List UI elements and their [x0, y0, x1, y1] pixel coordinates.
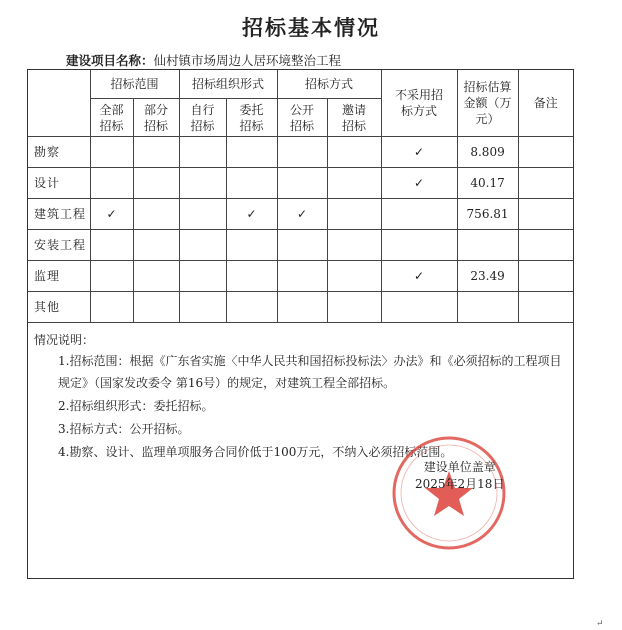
estimate-amount: 756.81	[457, 199, 518, 230]
empty-cell	[327, 168, 381, 199]
empty-cell	[327, 230, 381, 261]
empty-cell	[226, 230, 277, 261]
note-item: 3.招标方式：公开招标。	[58, 422, 190, 436]
corner-cell	[28, 70, 90, 137]
project-label: 建设项目名称：	[66, 53, 154, 68]
empty-cell	[327, 137, 381, 168]
table-row	[28, 199, 573, 230]
row-name: 其他	[28, 292, 90, 323]
check-mark: ✓	[277, 199, 327, 230]
remark-cell	[518, 199, 573, 230]
check-mark: ✓	[381, 168, 457, 199]
empty-cell	[179, 199, 226, 230]
table-row	[28, 137, 573, 168]
note-item: 4.勘察、设计、监理单项服务合同价低于100万元，不纳入必须招标范围。	[58, 445, 453, 459]
empty-cell	[90, 137, 133, 168]
empty-cell	[179, 292, 226, 323]
empty-cell	[327, 292, 381, 323]
full-header: 全部招标	[90, 99, 133, 137]
empty-cell	[277, 168, 327, 199]
empty-cell	[133, 168, 179, 199]
row-name: 安装工程	[28, 230, 90, 261]
empty-cell	[133, 292, 179, 323]
paragraph-mark: ↵	[596, 619, 604, 629]
empty-cell	[277, 261, 327, 292]
empty-cell	[226, 292, 277, 323]
project-name: 仙村镇市场周边人居环境整治工程	[153, 53, 342, 68]
check-mark: ✓	[90, 199, 133, 230]
empty-cell	[381, 292, 457, 323]
tender-table	[28, 70, 573, 323]
estimate-amount	[457, 230, 518, 261]
estimate-header: 招标估算金额（万元）	[457, 70, 518, 137]
estimate-amount: 8.809	[457, 137, 518, 168]
empty-cell	[277, 137, 327, 168]
remark-cell	[518, 230, 573, 261]
empty-cell	[133, 199, 179, 230]
remark-cell	[518, 168, 573, 199]
row-name: 设计	[28, 168, 90, 199]
not-adopted-header: 不采用招标方式	[381, 70, 457, 137]
empty-cell	[226, 137, 277, 168]
official-seal-icon	[389, 433, 509, 553]
empty-cell	[179, 261, 226, 292]
empty-cell	[327, 199, 381, 230]
remark-cell	[518, 261, 573, 292]
estimate-amount	[457, 292, 518, 323]
empty-cell	[90, 168, 133, 199]
row-name: 建筑工程	[28, 199, 90, 230]
table-row	[28, 168, 573, 199]
method-header: 招标方式	[277, 70, 381, 99]
self-header: 自行招标	[179, 99, 226, 137]
signature-label: 建设单位盖章	[423, 460, 496, 474]
org-header: 招标组织形式	[179, 70, 277, 99]
check-mark: ✓	[226, 199, 277, 230]
empty-cell	[277, 292, 327, 323]
partial-header: 部分招标	[133, 99, 179, 137]
empty-cell	[90, 261, 133, 292]
signature-block	[415, 459, 504, 493]
empty-cell	[381, 230, 457, 261]
entrust-header: 委托招标	[226, 99, 277, 137]
signature-date: 2025年2月18日	[415, 477, 505, 491]
note-item: 1.招标范围：根据《广东省实施〈中华人民共和国招标投标法〉办法》和《必须招标的工程项目规定》（国家发改委令 第16号）的规定，对建筑工程全部招标。	[58, 354, 562, 390]
estimate-amount: 40.17	[457, 168, 518, 199]
scope-header: 招标范围	[90, 70, 179, 99]
remark-cell	[518, 137, 573, 168]
table-row	[28, 230, 573, 261]
empty-cell	[179, 137, 226, 168]
row-name: 勘察	[28, 137, 90, 168]
empty-cell	[381, 199, 457, 230]
empty-cell	[179, 168, 226, 199]
page-title: 招标基本情况	[242, 16, 380, 40]
empty-cell	[133, 137, 179, 168]
header-row-1	[28, 70, 573, 99]
empty-cell	[226, 168, 277, 199]
empty-cell	[90, 230, 133, 261]
check-mark: ✓	[381, 261, 457, 292]
table-row	[28, 292, 573, 323]
table-row	[28, 261, 573, 292]
empty-cell	[226, 261, 277, 292]
empty-cell	[327, 261, 381, 292]
note-item: 2.招标组织形式：委托招标。	[58, 399, 214, 413]
empty-cell	[277, 230, 327, 261]
estimate-amount: 23.49	[457, 261, 518, 292]
empty-cell	[90, 292, 133, 323]
empty-cell	[179, 230, 226, 261]
empty-cell	[133, 261, 179, 292]
open-header: 公开招标	[277, 99, 327, 137]
check-mark: ✓	[381, 137, 457, 168]
remark-header: 备注	[518, 70, 573, 137]
empty-cell	[133, 230, 179, 261]
remark-cell	[518, 292, 573, 323]
project-line	[66, 51, 341, 69]
row-name: 监理	[28, 261, 90, 292]
invite-header: 邀请招标	[327, 99, 381, 137]
notes-title: 情况说明：	[34, 333, 95, 347]
